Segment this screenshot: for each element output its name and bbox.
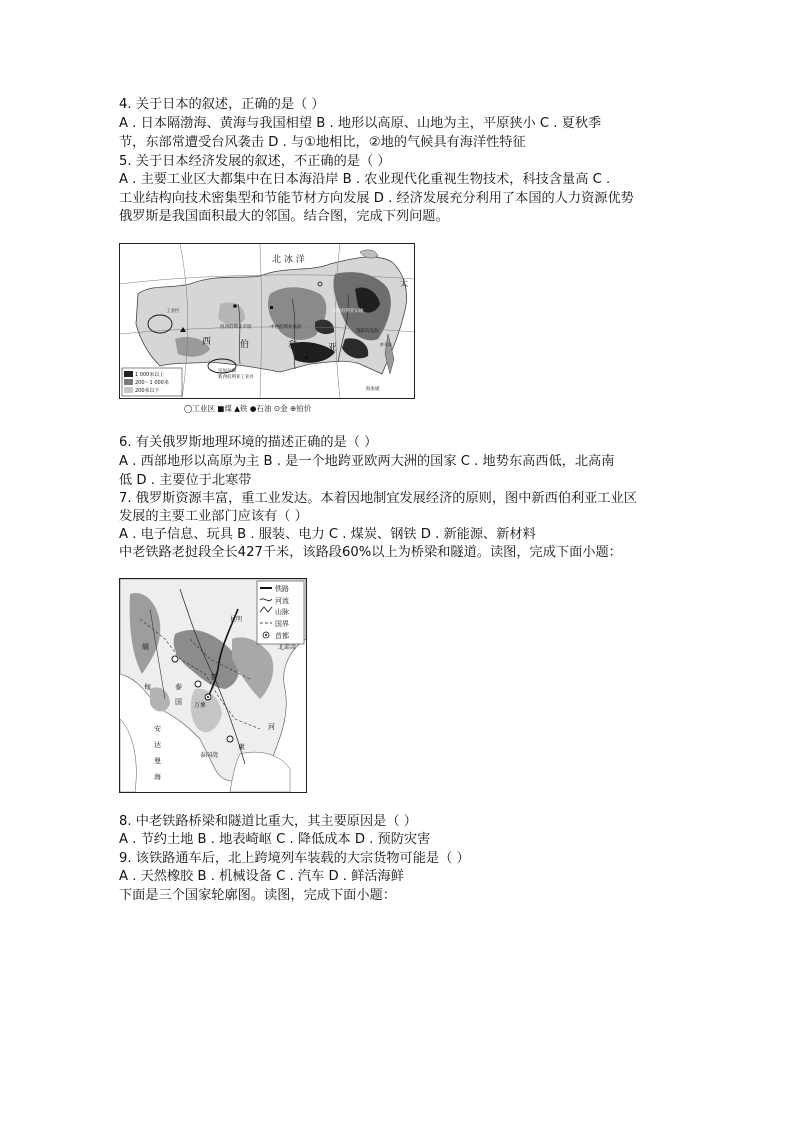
legend-mountain-label: 山脉 <box>275 608 289 616</box>
legend-swatch-mid <box>124 379 133 385</box>
laos-railway-map <box>119 578 307 793</box>
guo-label: 国 <box>175 698 182 706</box>
arctic-ocean-label: 北 冰 洋 <box>272 255 305 265</box>
west-siberia-plain-label: 西西伯利亚平原 <box>220 325 252 330</box>
q9-options: A . 天然橡胶 B . 机械设备 C . 汽车 D . 鲜活海鲜 <box>119 869 404 884</box>
q7-stem-line1: 7. 俄罗斯资源丰富，重工业发达。本着因地制宜发展经济的原则，图中新西伯利亚工业区 <box>119 491 637 506</box>
russia-map <box>119 243 415 399</box>
q8-stem: 8. 中老铁路桥梁和隧道比重大，其主要原因是（ ） <box>119 814 417 829</box>
tai-label: 泰 <box>175 683 182 691</box>
vladivostok-label: 海参崴 <box>366 387 380 392</box>
legend-low-label: 200米以下 <box>135 388 160 394</box>
andaman-hai-label: 海 <box>154 773 161 781</box>
q6-options-line1: A . 西部地形以高原为主 B . 是一个地跨亚欧两大洲的国家 C . 地势东高西低，北高南 <box>119 454 615 469</box>
laos-label: 老 <box>210 673 217 681</box>
q5-options-line2: 工业结构向技术密集型和节能节材方向发展 D . 经济发展充分利用了本国的人力资源优势 <box>119 191 634 206</box>
beibu-gulf-label: 北部湾 <box>278 644 297 651</box>
legend-swatch-high <box>124 371 133 377</box>
kuril-label: 库页岛 <box>380 342 392 347</box>
q8-options: A . 节约土地 B . 地表崎岖 C . 降低成本 D . 预防灾害 <box>119 832 431 847</box>
central-siberia-label: 中西伯利亚高原 <box>270 325 302 330</box>
dian-label: 甸 <box>144 683 151 691</box>
q6-stem: 6. 有关俄罗斯地理环境的描述正确的是（ ） <box>119 435 378 450</box>
xi-label: 西 <box>202 337 212 347</box>
laos-intro: 中老铁路老挝段全长427千米，该路段60%以上为桥梁和隧道。读图，完成下面小题： <box>119 545 622 560</box>
russia-intro: 俄罗斯是我国面积最大的邻国。结合图，完成下列问题。 <box>119 209 449 224</box>
legend-capital-label: 首都 <box>275 632 289 640</box>
industrial-tag-label: 工业区 <box>166 309 180 314</box>
vientiane-label: 万象 <box>194 702 207 709</box>
q4-options-line2: 节，东部常遭受台风袭击 D . 与①地相比，②地的气候具有海洋性特征 <box>119 135 526 150</box>
legend-swatch-low <box>124 387 133 393</box>
andaman-an-label: 安 <box>154 725 161 733</box>
andaman-da-label: 达 <box>154 741 161 749</box>
q9-stem: 9. 该铁路通车后，北上跨境列车装载的大宗货物可能是（ ） <box>119 851 470 866</box>
russia-symbol-legend: ◯工业区 ■煤 ▲铁 ●石油 ⊙金 ⊕铂价 <box>184 404 312 413</box>
outline-intro: 下面是三个国家轮廓图。读图，完成下面小题： <box>119 888 396 903</box>
coal-symbol <box>305 356 308 359</box>
pacific-label: 太 <box>400 279 408 288</box>
east-siberia-mountains-label: 东西伯利亚山地 <box>332 309 364 314</box>
russia-map-graphic <box>120 244 414 398</box>
legend-border-label: 国界 <box>275 620 289 628</box>
legend-river-label: 河流 <box>275 597 289 605</box>
mian-label: 缅 <box>142 643 149 651</box>
jian-label: 柬 <box>238 743 245 751</box>
q4-stem: 4. 关于日本的叙述，正确的是（ ） <box>119 97 325 112</box>
he-label: 河 <box>268 723 275 731</box>
q5-options-line1: A . 主要工业区大都集中在日本海沿岸 B . 农业现代化重视生物技术，科技含量高 C . <box>119 172 611 187</box>
oil-symbol <box>233 304 237 308</box>
q4-options-line1: A . 日本隔渤海、黄海与我国相望 B . 地形以高原、山地为主，平原狭小 C . 夏秋季 <box>119 116 602 131</box>
bo-label: 伯 <box>240 340 250 350</box>
q7-options: A . 电子信息、玩具 B . 服装、电力 C . 煤炭、钢铁 D . 新能源、新材料 <box>119 527 536 542</box>
legend-railway-label: 铁路 <box>275 585 289 593</box>
q5-stem: 5. 关于日本经济发展的叙述，不正确的是（ ） <box>119 154 391 169</box>
laos-map-graphic <box>120 579 306 792</box>
andaman-man-label: 曼 <box>154 757 161 765</box>
li-label: 利 <box>288 341 298 351</box>
legend-mid-label: 200～1 000米 <box>135 380 169 386</box>
okhotsk-label: 鄂霍次克海 <box>356 329 379 334</box>
new-siberia-industrial-label: 新西伯利亚工业区 <box>218 375 254 380</box>
ya-label: 亚 <box>328 343 338 353</box>
q6-options-line2: 低 D . 主要位于北寒带 <box>119 473 252 488</box>
q7-stem-line2: 发展的主要工业部门应该有（ ） <box>119 509 308 524</box>
baikal-label: 贝加尔湖 <box>218 369 236 374</box>
legend-high-label: 1 000米以上 <box>135 372 165 378</box>
thailand-gulf-label: 泰国湾 <box>200 752 219 759</box>
kunming-label: 昆明 <box>230 616 243 623</box>
coal-symbol <box>270 306 273 309</box>
